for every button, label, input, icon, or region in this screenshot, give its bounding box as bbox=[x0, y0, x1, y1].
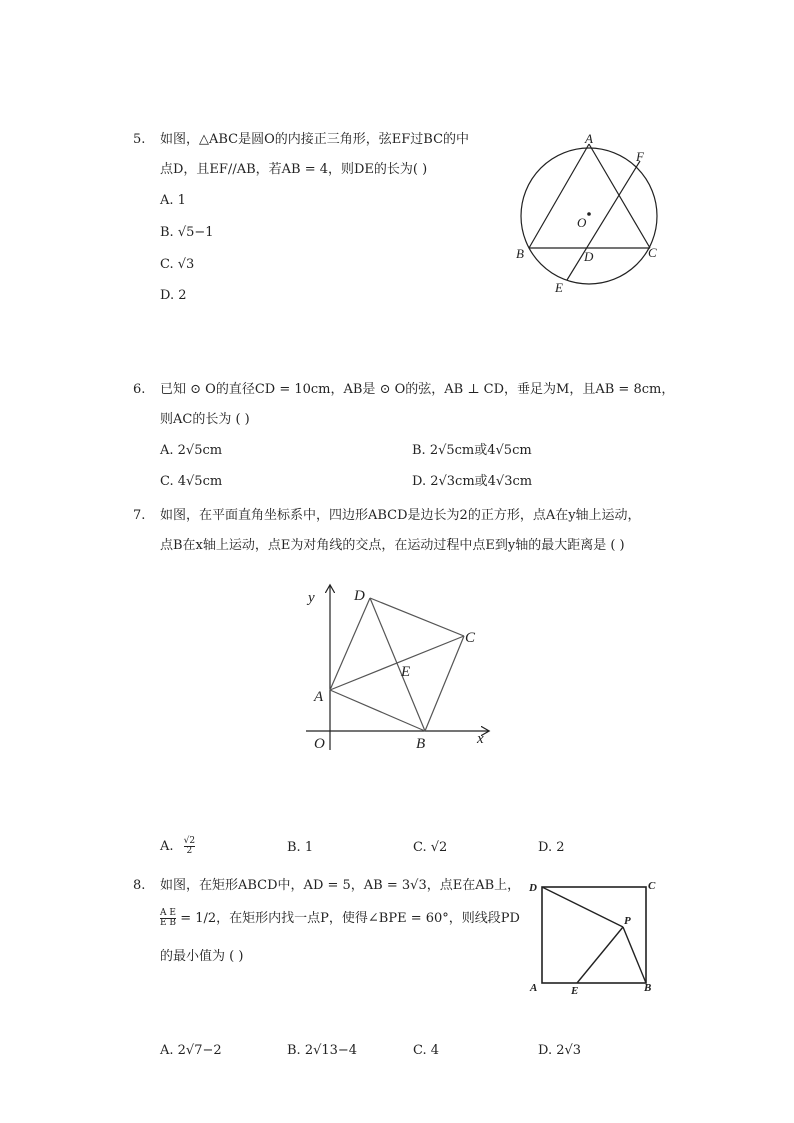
q8-label-B: B bbox=[644, 982, 652, 994]
q7-label-x: x bbox=[477, 731, 484, 747]
q7-label-C: C bbox=[465, 630, 476, 646]
q7-label-O: O bbox=[314, 736, 325, 752]
q8-label-A: A bbox=[530, 982, 538, 994]
q7-stem-line1: 如图，在平面直角坐标系中，四边形ABCD是边长为2的正方形，点A在y轴上运动， bbox=[160, 508, 641, 523]
q7-label-D: D bbox=[354, 588, 365, 604]
q5-option-a: A. 1 bbox=[160, 193, 186, 208]
q5-stem-line2: 点D，且EF//AB，若AB = 4，则DE的长为( ) bbox=[160, 162, 428, 177]
q7-label-E: E bbox=[401, 664, 411, 680]
q7-option-d: D. 2 bbox=[538, 840, 565, 855]
q6-option-a: A. 2√5cm bbox=[160, 443, 223, 458]
q7-stem-line2: 点B在x轴上运动，点E为对角线的交点，在运动过程中点E到y轴的最大距离是 ( ) bbox=[160, 538, 625, 553]
q8-number: 8. bbox=[133, 878, 146, 893]
q7-label-A: A bbox=[314, 689, 324, 705]
q5-stem-line1: 如图，△ABC是圆O的内接正三角形，弦EF过BC的中 bbox=[160, 132, 470, 147]
q8-ratio-denominator: E B bbox=[160, 918, 177, 928]
q7-number: 7. bbox=[133, 508, 146, 523]
q5-number: 5. bbox=[133, 132, 146, 147]
q6-stem-line1: 已知 ⊙ O的直径CD = 10cm，AB是 ⊙ O的弦，AB ⊥ CD，垂足为M，且AB = 8cm， bbox=[160, 382, 675, 397]
q5-figure-circle-triangle bbox=[505, 130, 670, 300]
q7-label-y: y bbox=[308, 590, 315, 606]
q8-stem-line2 bbox=[160, 908, 520, 930]
q5-label-E: E bbox=[555, 280, 563, 295]
q5-option-d: D. 2 bbox=[160, 288, 187, 303]
q8-option-a: A. 2√7−2 bbox=[160, 1043, 222, 1058]
q8-figure-rectangle bbox=[525, 875, 665, 1000]
q5-label-C: C bbox=[648, 245, 657, 260]
q5-label-F: F bbox=[636, 149, 644, 164]
q8-option-c: C. 4 bbox=[413, 1043, 440, 1058]
q8-label-P: P bbox=[624, 915, 631, 927]
q8-stem-line1: 如图，在矩形ABCD中，AD = 5，AB = 3√3，点E在AB上， bbox=[160, 878, 521, 893]
q7-label-B: B bbox=[416, 736, 426, 752]
q6-option-b: B. 2√5cm或4√5cm bbox=[412, 443, 532, 458]
q7-option-a-fraction bbox=[184, 837, 195, 856]
q5-option-b: B. √5−1 bbox=[160, 225, 214, 240]
q7-figure-coordinate-square bbox=[300, 580, 500, 760]
q5-label-O: O bbox=[577, 215, 587, 230]
q8-label-D: D bbox=[529, 882, 537, 894]
q8-option-d: D. 2√3 bbox=[538, 1043, 582, 1058]
q5-label-B: B bbox=[516, 246, 524, 261]
q7-option-a-numerator: √2 bbox=[183, 836, 196, 846]
q8-ratio-numerator: A E bbox=[160, 908, 176, 918]
q6-option-d: D. 2√3cm或4√3cm bbox=[412, 474, 533, 489]
q6-stem-line2: 则AC的长为 ( ) bbox=[160, 412, 250, 427]
q8-label-C: C bbox=[648, 880, 656, 892]
q5-option-c: C. √3 bbox=[160, 257, 195, 272]
q7-option-a-label: A. bbox=[160, 839, 174, 854]
q5-label-D: D bbox=[584, 249, 594, 264]
q7-option-a-denominator: 2 bbox=[184, 846, 195, 856]
q8-stem-line3: 的最小值为 ( ) bbox=[160, 949, 244, 964]
q8-stem-line2-text: = 1/2，在矩形内找一点P，使得∠BPE = 60°，则线段PD bbox=[180, 911, 520, 926]
q8-ratio-fraction bbox=[160, 909, 176, 928]
q6-number: 6. bbox=[133, 382, 146, 397]
q7-option-b: B. 1 bbox=[287, 840, 314, 855]
q5-label-A: A bbox=[585, 131, 593, 146]
q7-option-c: C. √2 bbox=[413, 840, 448, 855]
q6-option-c: C. 4√5cm bbox=[160, 474, 223, 489]
q8-option-b: B. 2√13−4 bbox=[287, 1043, 358, 1058]
q7-option-a bbox=[160, 836, 195, 858]
q8-label-E: E bbox=[571, 985, 579, 997]
